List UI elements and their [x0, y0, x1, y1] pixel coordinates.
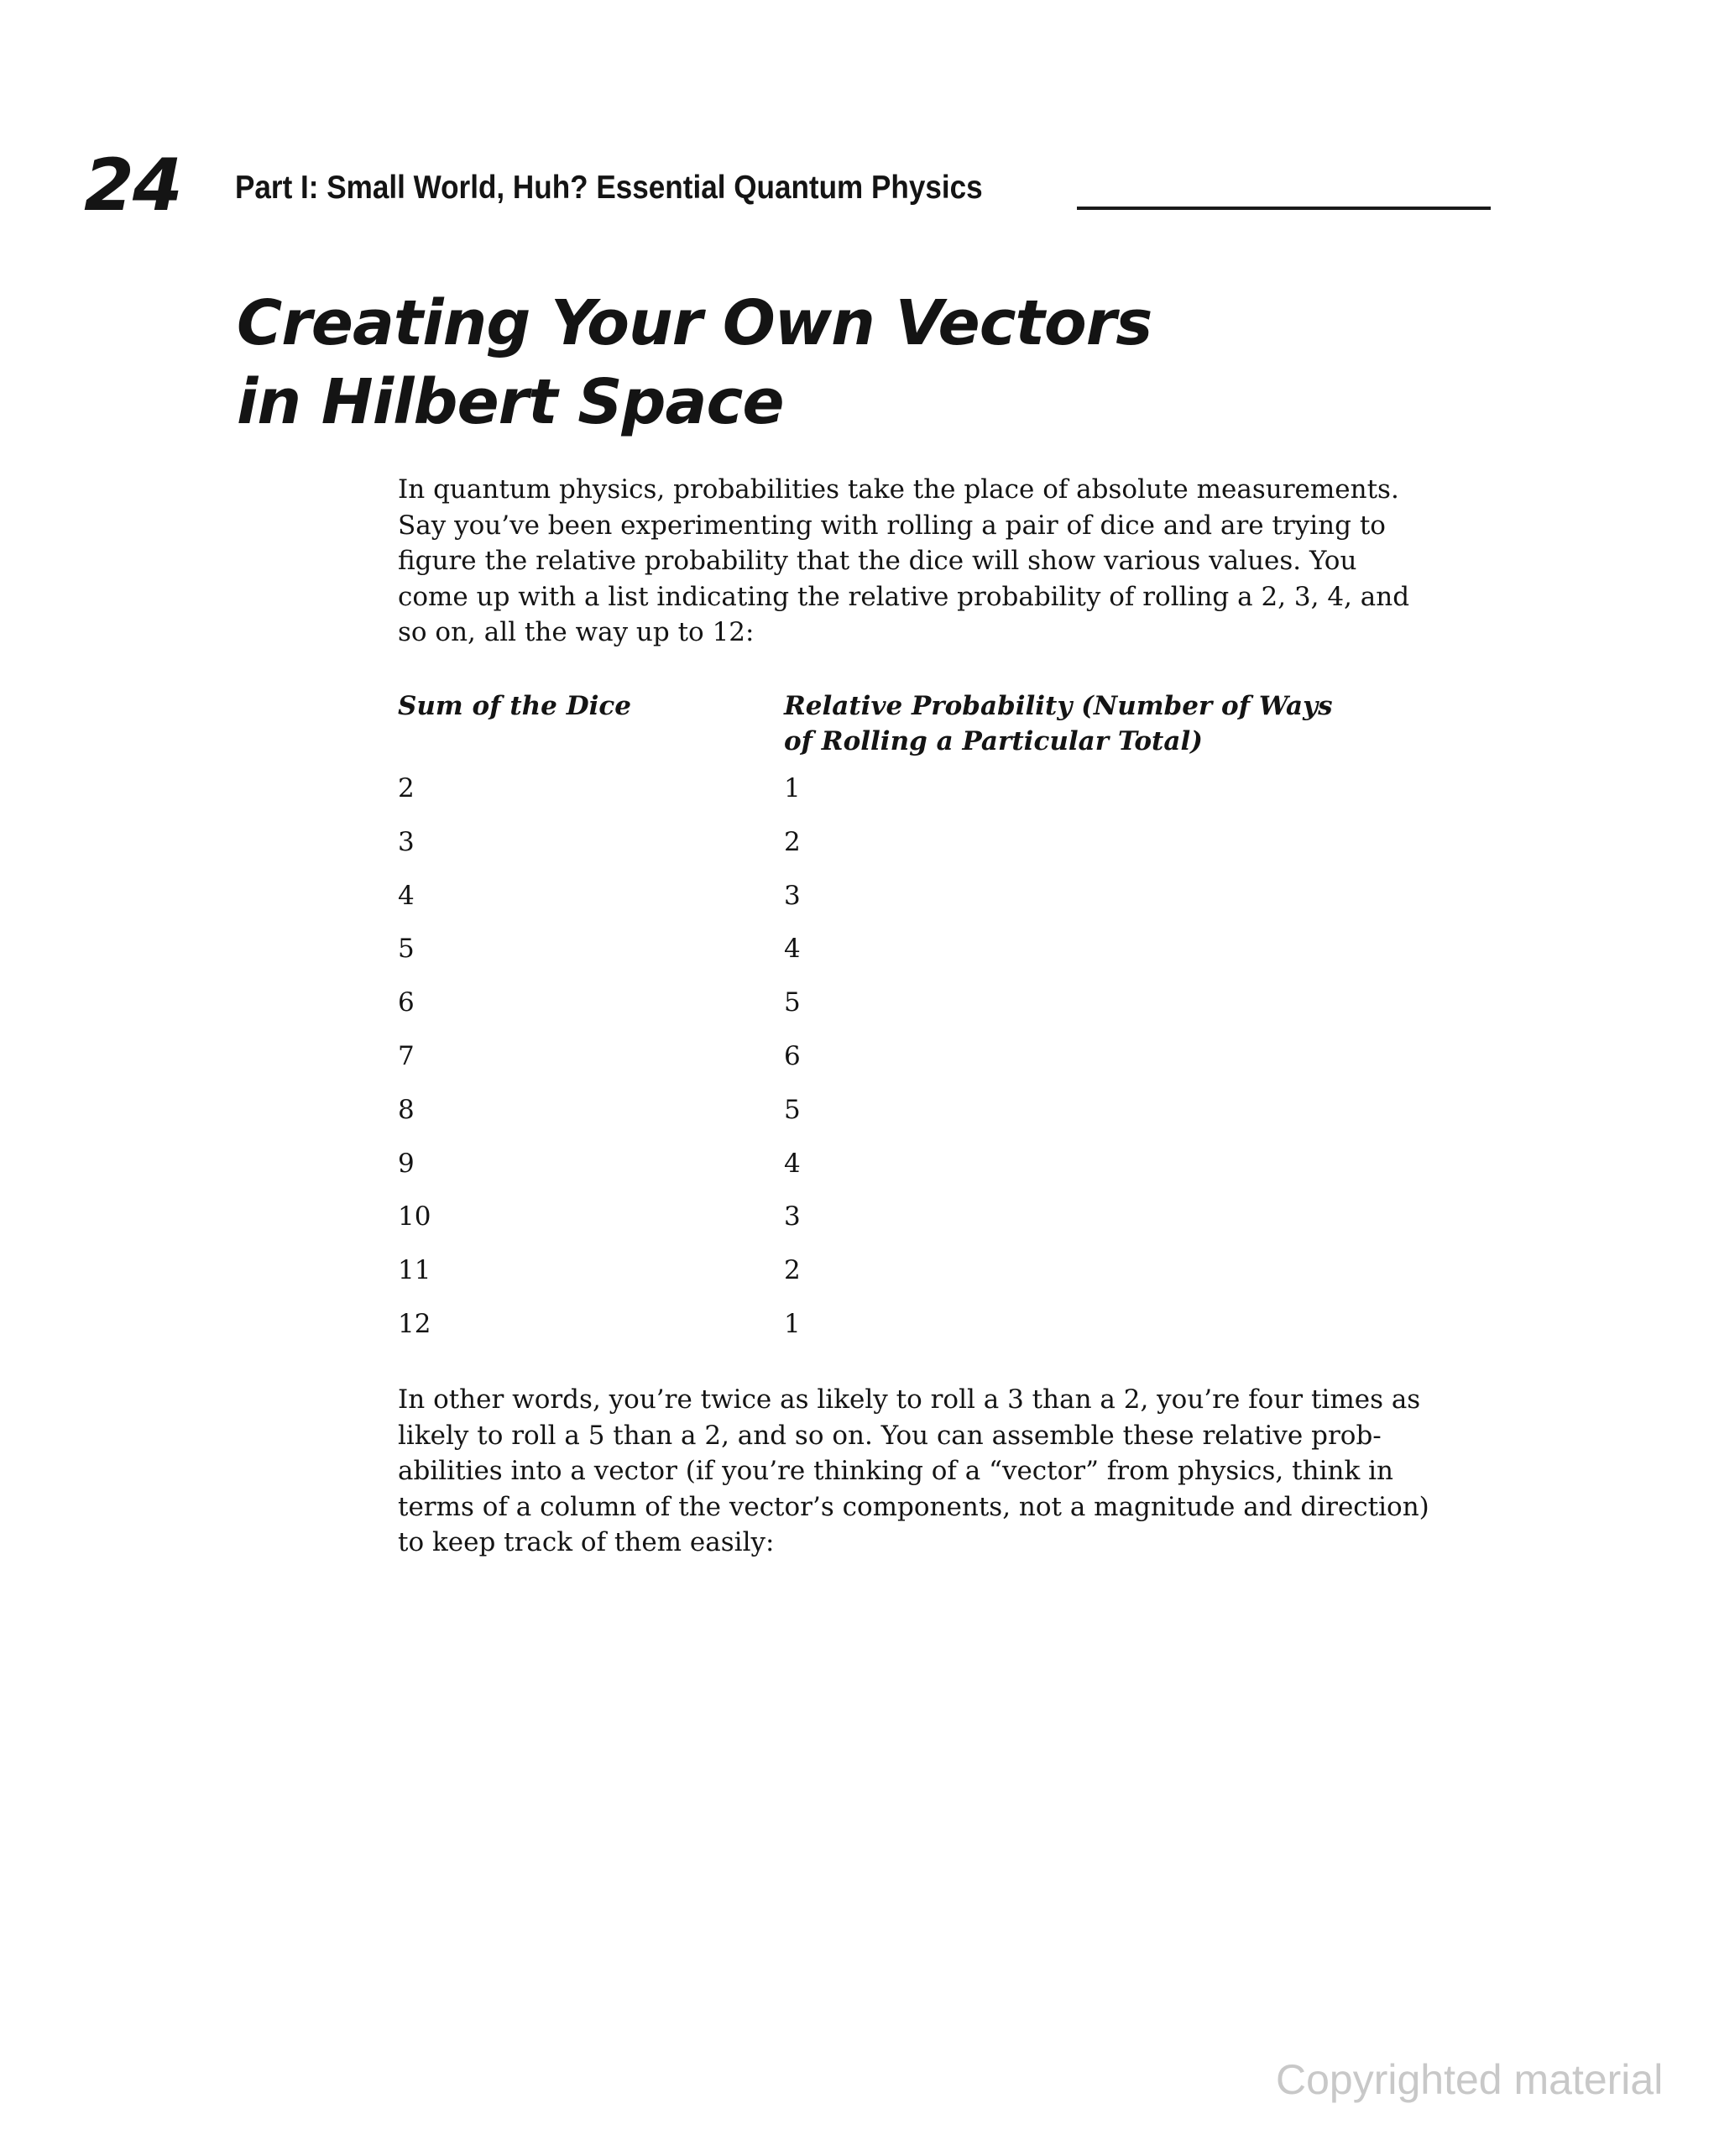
probability-cell: 3 — [784, 1201, 801, 1232]
probability-cell: 4 — [784, 1148, 801, 1179]
column-header-line: Relative Probability (Number of Ways — [784, 691, 1333, 721]
table-row — [398, 1146, 1489, 1200]
probability-cell: 1 — [784, 773, 801, 803]
copyright-watermark: Copyrighted material — [1276, 2056, 1664, 2103]
outro-paragraph — [398, 1382, 1489, 1561]
probability-cell: 1 — [784, 1308, 801, 1339]
sum-cell: 12 — [398, 1308, 431, 1339]
section-title — [237, 284, 1152, 442]
table-row — [398, 824, 1489, 878]
sum-cell: 8 — [398, 1094, 415, 1125]
table-row — [398, 985, 1489, 1039]
probability-cell: 2 — [784, 826, 801, 857]
sum-cell: 6 — [398, 987, 415, 1018]
text-line: figure the relative probability that the dice will show various values. You — [398, 546, 1357, 576]
column-header-sum: Sum of the Dice — [398, 691, 631, 721]
table-row — [398, 1253, 1489, 1306]
sum-cell: 7 — [398, 1040, 415, 1071]
probability-cell: 4 — [784, 934, 801, 965]
sum-cell: 3 — [398, 826, 415, 857]
sum-cell: 5 — [398, 934, 415, 965]
page-number: 24 — [84, 144, 181, 228]
text-line: to keep track of them easily: — [398, 1527, 775, 1557]
section-title-line: Creating Your Own Vectors — [237, 287, 1152, 359]
sum-cell: 10 — [398, 1201, 431, 1232]
table-body — [398, 771, 1489, 1360]
sum-cell: 9 — [398, 1148, 415, 1179]
sum-cell: 2 — [398, 773, 415, 803]
table-row — [398, 771, 1489, 824]
running-head: Part I: Small World, Huh? Essential Quantum Physics — [235, 170, 983, 206]
column-header-line: of Rolling a Particular Total) — [784, 726, 1203, 756]
table-row — [398, 878, 1489, 932]
probability-cell: 3 — [784, 880, 801, 911]
probability-cell: 5 — [784, 1094, 801, 1125]
probability-cell: 2 — [784, 1255, 801, 1286]
text-line: In quantum physics, probabilities take the place of absolute measurements. — [398, 474, 1399, 505]
sum-cell: 4 — [398, 880, 415, 911]
table-row — [398, 1092, 1489, 1146]
text-line: Say you’ve been experimenting with rolling a pair of dice and are trying to — [398, 510, 1386, 541]
text-line: come up with a list indicating the relative probability of rolling a 2, 3, 4, and — [398, 581, 1410, 612]
text-line: abilities into a vector (if you’re thinking of a “vector” from physics, think in — [398, 1456, 1393, 1486]
section-title-line: in Hilbert Space — [237, 366, 784, 438]
probability-cell: 5 — [784, 987, 801, 1018]
sum-cell: 11 — [398, 1255, 431, 1286]
probability-cell: 6 — [784, 1040, 801, 1071]
table-row — [398, 1306, 1489, 1360]
table-row — [398, 931, 1489, 985]
table-row — [398, 1039, 1489, 1092]
intro-paragraph — [398, 472, 1489, 651]
text-line: In other words, you’re twice as likely to roll a 3 than a 2, you’re four times as — [398, 1384, 1421, 1415]
header-rule — [1077, 207, 1491, 210]
text-line: terms of a column of the vector’s components, not a magnitude and direction) — [398, 1491, 1429, 1522]
text-line: so on, all the way up to 12: — [398, 617, 755, 647]
table-row — [398, 1199, 1489, 1253]
column-header-probability — [784, 688, 1333, 759]
text-line: likely to roll a 5 than a 2, and so on. You can assemble these relative prob- — [398, 1420, 1382, 1451]
